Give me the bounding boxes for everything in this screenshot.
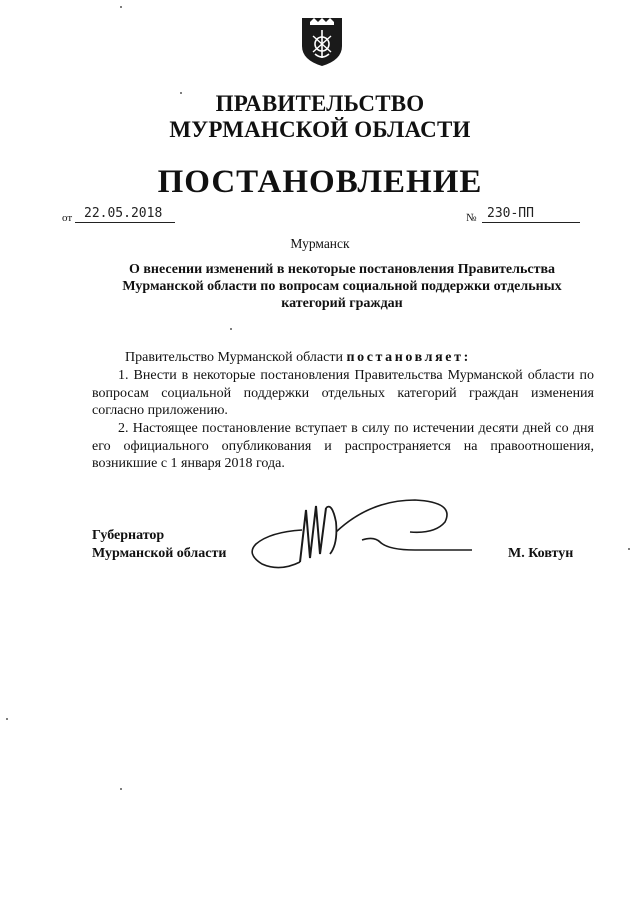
preamble-action: постановляет: xyxy=(346,350,471,365)
coat-of-arms-emblem xyxy=(300,14,344,68)
paragraph-1: 1. Внести в некоторые постановления Правительства Мурманской области по вопросам социальной поддержки отдельных категорий граждан изменения согласно приложению. xyxy=(92,368,594,418)
organization-name-line2: МУРМАНСКОЙ ОБЛАСТИ xyxy=(169,117,471,142)
handwritten-signature xyxy=(240,492,480,582)
issuing-city: Мурманск xyxy=(290,236,350,251)
signatory-title xyxy=(92,527,226,563)
number-underline xyxy=(482,222,580,223)
number-prefix: № xyxy=(466,212,477,224)
scan-speck xyxy=(6,718,8,720)
preamble xyxy=(125,349,471,366)
scan-speck xyxy=(230,328,232,330)
scan-speck xyxy=(120,6,122,8)
document-type-title: ПОСТАНОВЛЕНИЕ xyxy=(157,164,483,200)
signatory-name: М. Ковтун xyxy=(508,546,574,561)
document-subject: О внесении изменений в некоторые постановления Правительства Мурманской области по вопросам социальной поддержки отдельных категорий граждан xyxy=(122,262,562,311)
paragraph-2: 2. Настоящее постановление вступает в силу по истечении десяти дней со дня его официального опубликования и распространяется на правоотношения, возникшие с 1 января 2018 года. xyxy=(92,421,594,471)
date-prefix: от xyxy=(62,212,73,224)
date-underline xyxy=(75,222,175,223)
organization-name-line1: ПРАВИТЕЛЬСТВО xyxy=(215,91,425,116)
document-date: 22.05.2018 xyxy=(84,206,163,221)
preamble-text: Правительство Мурманской области xyxy=(125,350,343,365)
scan-speck xyxy=(120,788,122,790)
signatory-title-line2: Мурманской области xyxy=(92,546,227,561)
scan-speck xyxy=(628,548,630,550)
signatory-title-line1: Губернатор xyxy=(92,528,165,543)
document-number: 230-ПП xyxy=(487,206,534,221)
scan-speck xyxy=(180,92,182,94)
